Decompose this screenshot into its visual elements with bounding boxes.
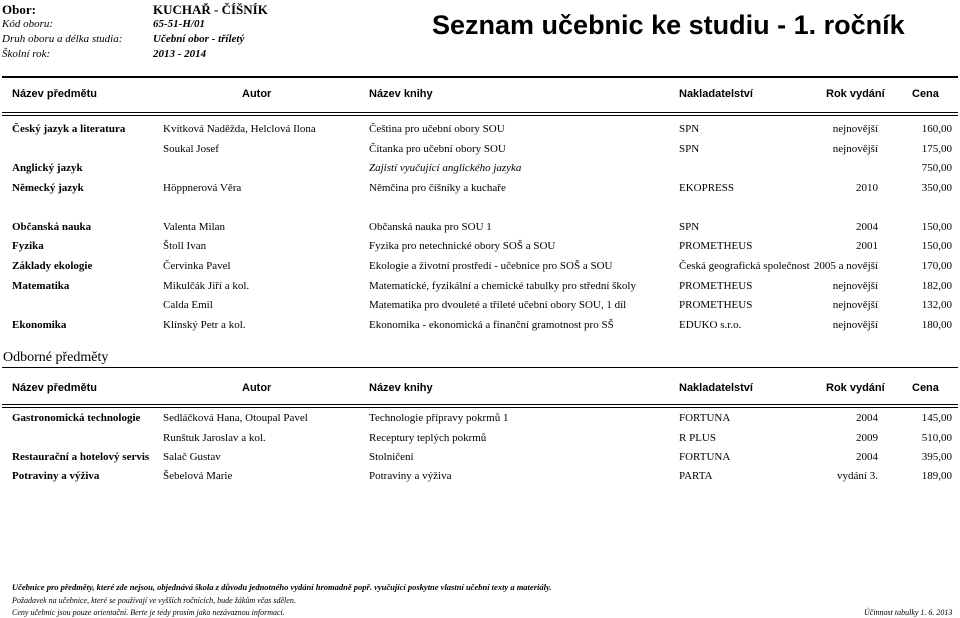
cell-publisher: SPN	[679, 123, 700, 135]
cell-book: Receptury teplých pokrmů	[369, 432, 487, 444]
cell-year: 2001	[856, 240, 878, 252]
footer-validity: Účinnost tabulky 1. 6. 2013	[864, 608, 953, 617]
cell-book: Zajistí vyučující anglického jazyka	[369, 162, 522, 174]
cell-year: 2004	[856, 412, 878, 424]
col-year: Rok vydání	[826, 382, 885, 394]
cell-year: nejnovější	[832, 143, 878, 155]
cell-price: 145,00	[921, 412, 952, 424]
cell-author: Mikulčák Jiří a kol.	[163, 280, 250, 292]
cell-subject: Německý jazyk	[12, 182, 84, 194]
cell-year: nejnovější	[832, 280, 878, 292]
value-skolni-rok: 2013 - 2014	[153, 48, 207, 60]
footer-note-1: Učebnice pro předměty, které zde nejsou, objednává škola z důvodu jednotného vydání hromadně popř. vyučující poskytne vlastní učební texty a materiály.	[12, 582, 552, 592]
rule	[2, 404, 958, 405]
rule	[2, 407, 958, 408]
cell-publisher: EKOPRESS	[679, 182, 735, 194]
cell-book: Technologie přípravy pokrmů 1	[369, 412, 509, 424]
col-publisher: Nakladatelství	[679, 88, 753, 100]
cell-year: 2005 a novější	[813, 260, 878, 272]
cell-publisher: Česká geografická společnost	[679, 260, 810, 272]
cell-publisher: FORTUNA	[679, 412, 731, 424]
cell-price: 160,00	[921, 123, 952, 135]
cell-book: Stolničení	[369, 451, 414, 463]
label-kod-oboru: Kód oboru:	[2, 18, 54, 30]
col-price: Cena	[912, 88, 939, 100]
rule	[2, 76, 958, 78]
value-druh-oboru: Učební obor - tříletý	[153, 33, 245, 45]
cell-subject: Fyzika	[12, 240, 44, 252]
value-obor: KUCHAŘ - ČÍŠNÍK	[153, 2, 268, 17]
cell-year: 2004	[856, 221, 878, 233]
cell-price: 150,00	[921, 240, 952, 252]
cell-price: 132,00	[921, 299, 952, 311]
value-kod-oboru: 65-51-H/01	[153, 18, 205, 30]
col-book: Název knihy	[369, 88, 433, 100]
col-year: Rok vydání	[826, 88, 885, 100]
cell-year: vydání 3.	[837, 470, 878, 482]
cell-subject: Český jazyk a literatura	[12, 123, 126, 135]
cell-book: Čítanka pro učební obory SOU	[369, 143, 506, 155]
cell-subject: Občanská nauka	[12, 221, 92, 233]
label-druh-oboru: Druh oboru a délka studia:	[2, 33, 123, 45]
cell-author: Soukal Josef	[163, 143, 219, 155]
cell-subject: Gastronomická technologie	[12, 412, 141, 424]
cell-author: Štoll Ivan	[163, 240, 207, 252]
cell-book: Fyzika pro netechnické obory SOŠ a SOU	[369, 240, 556, 252]
cell-price: 170,00	[921, 260, 952, 272]
cell-subject: Restaurační a hotelový servis	[12, 451, 150, 463]
col-subject: Název předmětu	[12, 382, 97, 394]
section-title-odborne: Odborné předměty	[3, 350, 109, 365]
col-publisher: Nakladatelství	[679, 382, 753, 394]
cell-book: Matematické, fyzikální a chemické tabulky pro střední školy	[369, 280, 636, 292]
cell-author: Kvítková Naděžda, Helclová Ilona	[163, 123, 316, 135]
cell-price: 189,00	[921, 470, 952, 482]
cell-book: Potraviny a výživa	[369, 470, 452, 482]
page-title: Seznam učebnic ke studiu - 1. ročník	[432, 10, 905, 40]
cell-publisher: PROMETHEUS	[679, 240, 753, 252]
cell-author: Valenta Milan	[163, 221, 226, 233]
col-author: Autor	[242, 382, 272, 394]
cell-book: Čeština pro učební obory SOU	[369, 123, 505, 135]
label-skolni-rok: Školní rok:	[2, 48, 51, 60]
cell-price: 180,00	[921, 319, 952, 331]
cell-publisher: PARTA	[679, 470, 713, 482]
rule	[2, 112, 958, 113]
cell-book: Němčina pro číšníky a kuchaře	[369, 182, 506, 194]
col-book: Název knihy	[369, 382, 433, 394]
cell-price: 395,00	[921, 451, 952, 463]
cell-author: Höppnerová Věra	[163, 182, 242, 194]
cell-author: Sedláčková Hana, Otoupal Pavel	[163, 412, 308, 424]
cell-author: Salač Gustav	[163, 451, 221, 463]
cell-year: 2010	[856, 182, 878, 194]
cell-year: 2004	[856, 451, 878, 463]
cell-price: 182,00	[921, 280, 952, 292]
rule	[2, 115, 958, 116]
footer-note-3: Ceny učebnic jsou pouze orientační. Berte je tedy prosím jako nezávaznou informaci.	[12, 608, 285, 617]
cell-publisher: SPN	[679, 221, 700, 233]
cell-book: Matematika pro dvouleté a tříleté učební obory SOU, 1 díl	[369, 299, 627, 311]
cell-author: Calda Emil	[163, 299, 213, 311]
cell-price: 350,00	[921, 182, 952, 194]
cell-publisher: R PLUS	[679, 432, 716, 444]
cell-subject: Anglický jazyk	[12, 162, 83, 174]
cell-author: Šebelová Marie	[163, 470, 233, 482]
cell-price: 175,00	[921, 143, 952, 155]
cell-year: nejnovější	[832, 319, 878, 331]
label-obor: Obor:	[2, 2, 36, 17]
cell-book: Ekonomika - ekonomická a finanční gramotnost pro SŠ	[369, 319, 614, 331]
cell-price: 510,00	[921, 432, 952, 444]
cell-subject: Ekonomika	[12, 319, 67, 331]
cell-subject: Matematika	[12, 280, 70, 292]
cell-year: nejnovější	[832, 299, 878, 311]
cell-publisher: PROMETHEUS	[679, 280, 753, 292]
cell-author: Klínský Petr a kol.	[163, 319, 246, 331]
cell-publisher: SPN	[679, 143, 700, 155]
cell-subject: Potraviny a výživa	[12, 470, 100, 482]
cell-subject: Základy ekologie	[12, 260, 93, 272]
cell-price: 750,00	[921, 162, 952, 174]
cell-publisher: FORTUNA	[679, 451, 731, 463]
cell-year: nejnovější	[832, 123, 878, 135]
cell-price: 150,00	[921, 221, 952, 233]
cell-book: Ekologie a životní prostředí - učebnice pro SOŠ a SOU	[369, 260, 613, 272]
cell-author: Červinka Pavel	[163, 260, 231, 272]
col-author: Autor	[242, 88, 272, 100]
col-subject: Název předmětu	[12, 88, 97, 100]
cell-author: Runštuk Jaroslav a kol.	[163, 432, 266, 444]
rule	[2, 367, 958, 368]
cell-publisher: EDUKO s.r.o.	[679, 319, 742, 331]
col-price: Cena	[912, 382, 939, 394]
cell-book: Občanská nauka pro SOU 1	[369, 221, 492, 233]
cell-publisher: PROMETHEUS	[679, 299, 753, 311]
cell-year: 2009	[856, 432, 878, 444]
footer-note-2: Požadavek na učebnice, které se používají ve vyšších ročnících, bude žákům včas sdělen.	[12, 596, 296, 605]
